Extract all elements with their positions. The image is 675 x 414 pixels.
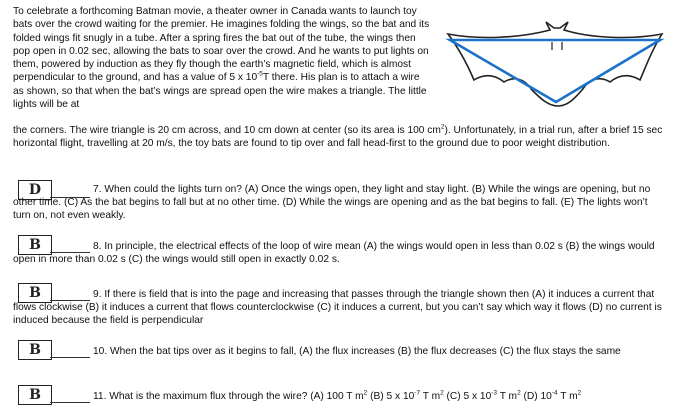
bat-silhouette	[448, 22, 662, 106]
answer-box-q7[interactable]: D	[18, 180, 52, 200]
question-10: 10. When the bat tips over as it begins to fall, (A) the flux increases (B) the flux decreases (C) the flux stays the same	[93, 346, 621, 357]
intro-paragraph: To celebrate a forthcoming Batman movie, a theater owner in Canada wants to launch toy bats over the crowd waiting for the premier. He imagines folding the wings, so the bat and its folded wings fit snugly in a tube. After a spring fires the bat out of the tube, the wings then pop open in 0.02 sec, allowing the bats to soar over the crowd. And he wants to put lights on them, powered by induction as they fly though the earth’s magnetic field, which is almost perpendicular to the ground, and has a value of 5 x $10^{-5}T$ there. His plan is to attach a wire as shown, so that when the bat’s wings are spread open the wire makes a triangle. The little lights will be at	[13, 6, 430, 111]
exponent: 2	[440, 123, 445, 131]
exponent: -5	[257, 71, 263, 79]
answer-box-q8[interactable]: B	[18, 235, 52, 255]
bat-wire-figure	[440, 10, 670, 110]
answer-box-q10[interactable]: B	[18, 340, 52, 360]
question-7: 7. When could the lights turn on? (A) Once the wings open, they light and stay light. (B) While the wings are opening, but no other time. (C) As the bat begins to fall but at no other time. (D) While the wings are opening and as the bat begins to fall. (E) The lights won’t turn on, not even weakly.	[13, 184, 651, 221]
answer-box-q9[interactable]: B	[18, 283, 52, 303]
question-8: 8. In principle, the electrical effects of the loop of wire mean (A) the wings would open in less than 0.02 s (B) the wings would open in more than 0.02 s (C) the wings would still open in exactly 0.02 s.	[13, 241, 655, 265]
intro-paragraph-continued: the corners. The wire triangle is 20 cm across, and 10 cm down at center (so its area is 100 $cm^2$). Unfortunately, in a trial run, after a brief 15 sec horizontal flight, travelling at 20 m/s, the toy bats are found to tip over and fall head-first to the ground due to poor weight distribution.	[13, 123, 663, 150]
answer-box-q11[interactable]: B	[18, 385, 52, 405]
question-11: 11. What is the maximum flux through the wire? (A) 100 T $m^2$ (B) 5 x $10^{-7}$ T $m^2$ (C) 5 x $10^{-3}$ T $m^2$ (D) $10^{-4}$ T $m^2$	[93, 389, 582, 402]
wire-triangle	[450, 40, 660, 102]
question-9: 9. If there is field that is into the page and increasing that passes through the triangle shown then (A) it induces a current that flows clockwise (B) it induces a current that flows counterclockwise (C) it induces a current, but you can’t say which way it flows (D) no current is induced because the field is perpendicular	[13, 289, 662, 326]
